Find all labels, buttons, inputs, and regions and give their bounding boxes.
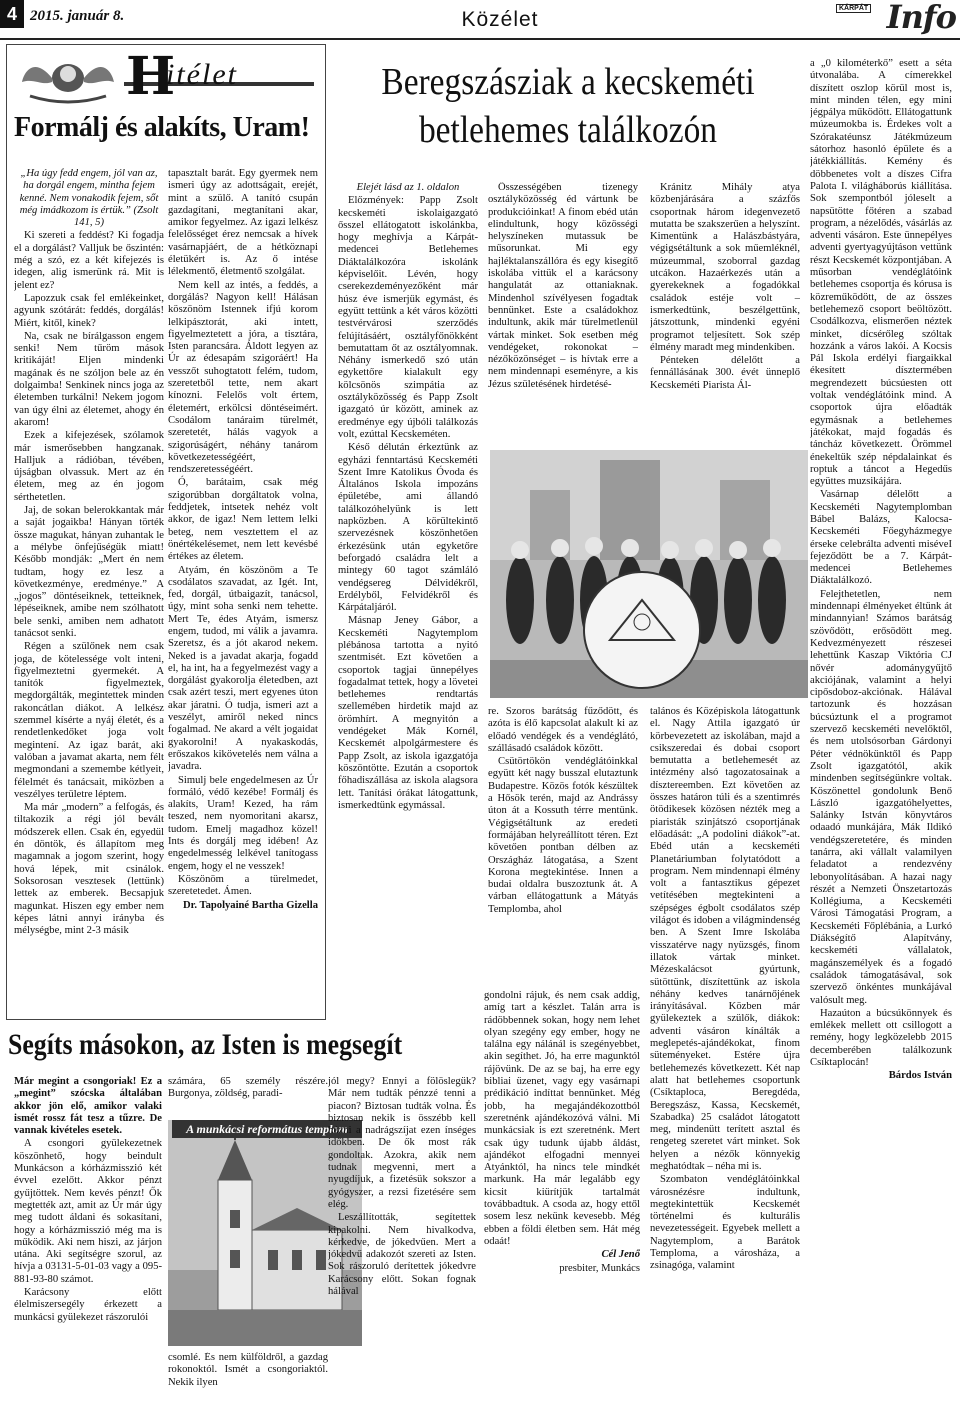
paragraph: Jaj, de sokan belerokkantak már a saját jogaikba! Hányan törték össze magukat, hányan zuhantak le a mélybe önfejűségük miatt! Később mondják: „Mert én nem tudtam, hogy ez lesz a következménye, eredménye.” A „jogos” döntéseiknek, tetteiknek, lépéseiknek, amibe nem szólhatott bele senki, amiben nem adhatott tanácsot senki. bbox=[14, 505, 164, 639]
header-rule bbox=[0, 38, 960, 40]
paragraph: a „0 kilométerkő” esett a séta útvonalába. A címerekkel díszített oszlop körül most is, mint minden télen, egy mini jégpálya működött. Ellátogattunk múzeumokba is. Érdekes volt a Szórakatéunsz Játékmúzeum sátorhoz hasonló épülete és a játékkiállítás. Kemény és döbbenetes volt a díszes Cifra Palota I. világháborús kiállítása. Sok szempontból jóleselt a napsütötte főtéren a szabad program, a nézelődés, vásárlás az adventi vásáron. Este ünnepélyes adventi gyertyagyújtáson vettünk részt Kecskemét központjában. A műsorban vendéglátóink betlehemes csoportja és kórusa is közreműködött, de az összes betlehemező csoport beöltözött. Csodálkozva, elismerően néztek minket, dícsérőleg szóltak hozzánk a város lakói. A Kocsis Pál Iskola erdélyi fiargaikkal ékesített dísztermében megrendezett búcsúesten ott voltak vendéglátóink mind. A csoportok újra előadták egymásnak a betlehemes játékokat, majd fogadás és táncház következett. Örömmel énekeltük szép népdalainkat és roptuk a táncot a Hegedűs együttes muzsikájára. bbox=[810, 58, 952, 488]
paragraph: Vasárnap délelőtt a Kecskeméti Nagytemplomban Bábel Balázs, Kalocsa-Kecskeméti Főegyházmegye érseke celebrálta adventi miséveI fejeződött be a 7. Kárpát-medencei Betlehemes Diáktalálkozó. bbox=[810, 489, 952, 587]
paragraph: gondolni rájuk, és nem csak addig, amíg tart a készlet. Talán arra is rádöbbennek sokan, hogy nem lehet olyan szegény egy ember, hogy ne találna egy nálánál is szegényebbet, akin segíthet. Jó, ha erre magunktól rájövünk. De az se baj, ha erre egy bibliai üzenet, vagy egy vasárnapi prédikáció indíttat bennünket. Még jobb, ha megajándékozottból szeretnénk ajándékozóvá válni. Mi munkácsiak is ezt szeretnénk. Mert csak úgy tudunk újabb áldást, ajándékot elfogadni mennyei Atyánktól, ha nincs tele mindkét markunk. Ha már legalább egy kicsit kiürítjük tartalmát továbbadtuk. A csoda az, hogy ettől sosem lesz nekünk kevesebb. Még ebben a földi életben sem. Hát még odaát! bbox=[484, 990, 640, 1247]
segits-author-role: presbiter, Munkács bbox=[559, 1262, 640, 1274]
paragraph: jól megy? Ennyi a fölöslegük? Már nem tudták pénzzé tenni a piacon? Biztosan tudták volna. És biztosan nekik is összébb kell húzni a nadrágszíjat ezen ínséges időkben. De ők most rák gondoltak. Azokra, akik nem tudnak megvenni, mert a nyugdíjuk, a fizetésük sokszor a gyógyszer, a rezsi fizetésére sem elég. bbox=[328, 1076, 476, 1210]
main-column-b-lower bbox=[488, 706, 638, 982]
paragraph: Karácsony előtt élelmiszersegély érkezett a munkácsi gyülekezet rászorulói bbox=[14, 1287, 162, 1323]
banner-word: itélet bbox=[166, 58, 238, 91]
hitelet-column-1 bbox=[14, 168, 164, 1016]
paragraph: Másnap Jeney Gábor, a Kecskeméti Nagytemplom plébánosa tartotta a nyitó szentmisét. Ezt követően a csoportok tagjai ünnepélyes fogadalmat tettek, hogy a lövetei betlehemes rendtartás szellemében hirdetik majd az örömhírt. A megnyitón a vendégeket Mák Kornél, Kecskemét alpolgármestere és Papp Zsolt, az iskola igazgatója köszöntötte. Ezután a csoportok főhadiszállása az iskola alagsora lett. Tanítási órákat látogattunk, ismerkedtünk egymással. bbox=[338, 615, 478, 811]
main-column-c bbox=[650, 182, 800, 444]
main-column-d bbox=[810, 58, 952, 1412]
paragraph: csomlé. És nem külföldről, a gazdag rokonoktól. Ismét a csongoriaktól. Nekik ilyen bbox=[168, 1352, 328, 1388]
paragraph: Na, csak ne bírálgasson engem senki! Nem tűröm mások kritikáját! Eljen mindenki magának és ne szóljon bele az én dolgaimba! Senkinek nincs joga az életemben turkálni! Nekem jogom van úgy élni az életemet, ahogy én akarom! bbox=[14, 330, 164, 428]
publication-logo bbox=[828, 0, 956, 34]
page-number: 4 bbox=[0, 0, 24, 28]
logo-tag: KÁRPÁT bbox=[836, 4, 871, 13]
main-author: Bárdos István bbox=[888, 1070, 952, 1082]
logo-word: Info bbox=[886, 0, 956, 36]
paragraph: Hazaúton a búcsúkönnyek és emlékek mellett ott csillogott a remény, hogy legközelebb 2015 decemberében találkozunk Csíktaplocán! bbox=[810, 1007, 952, 1069]
paragraph: Előzmények: Papp Zsolt kecskeméti iskolaigazgató ősszel ellátogatott iskolánkba, hogy meghívja a Kárpát-medencei Betlehemes Diáktalálkozóra iskolánk képviselőit. Lévén, hogy cserekezdeményezőként már húsz éve ismerjük egymást, és együtt tettünk a két város közötti testvérvárosi szerződés felújításáért, osztályfőnökként bemutattam őt az osztályomnak. Néhány ismerkedő szó után egykettőre kialakult egy kölcsönös szimpátia az osztályközösség és Papp Zsolt igazgató úr között, aminek az eredménye egy újbóli találkozás volt, ezúttal Kecskeméten. bbox=[338, 195, 478, 440]
main-column-b bbox=[488, 182, 638, 444]
paragraph: Felejthetetlen, nem mindennapi élményeket éltünk át mindannyian! Számos barátság szövődött, erősödött meg. Kedvezményezett részesei lehettünk Kaszap Viktória CJ nővér adománygyűjtő akciójának, valamint a helyi cipősdoboz-akciónak. Hálával tartozunk és hozzásan búcsúztunk el a programot szervező kecskeméti nevelőktől, és nem utolsósorban Gárdonyi Péter védnökünktől és Papp Zsolt igazgatótól, akik mindenben segítségünkre voltak. Köszönettel gondolunk Benő László igazgatóhelyettes, Salánky István könyvtáros odaadó munkájára, Mák Ildikó vendégszeretetére, és minden tanárra, aki vállalt valamilyen feladatot a rendezvény lebonyolításában. A hazai nagy részét a Nemzeti Önszetartozás Kollégiuma, a Kecskeméti Városi Támogatási Program, a Kecskeméti Főplébánia, a Lurkó Diákségítő Alapítvány, kecskeméti vállalatok, magánszemélyek és a fogadó családok támogatásával, sok szervező önkéntes munkájával valósult meg. bbox=[810, 588, 952, 1006]
segits-column-2-top bbox=[168, 1076, 328, 1116]
hitelet-banner bbox=[14, 46, 314, 107]
hitelet-column-2 bbox=[168, 168, 318, 1016]
paragraph: Atyám, én köszönöm a Te csodálatos szavadat, az Igét. Int, fed, dorgál, útbaigazít, tanácsol, úgy, mint soha senki nem tehette. Mert Te, édes Atyám, ismersz engem, tudod, mi válik a javamra. Szeretsz, és a jót akarod nekem. Neked is a javadat akarja, fogadd el, ha int, ha a fegyelmezést vagy a dorgálást gyakorolja életedben, azt csak azért teszi, mert egyenes úton akar járatni. Ó tudja, ismeri azt a veszélyt, amiről neked nincs fogalmad. Ne akard a vélt jogaidat gyakorolni! A nyakaskodás, erőszakos kikövetelés nem válna a javadra. bbox=[168, 564, 318, 773]
paragraph: Ó, barátaim, csak még szigorúbban dorgáltatok volna, feddjetek, intsetek nehéz volt akkor, de igaz! Nem lettem lelki beteg, nem vesztettem el az önértékelésemet, nem lett kevésbé értékes az életem. bbox=[168, 477, 318, 563]
paragraph: Nem kell az intés, a feddés, a dorgálás? Nagyon kell! Hálásan köszönöm Istennek ifjú korom lelkipásztorát, aki intett, figyelmeztetett a jóra, a tisztára, Isten parancsára. Áldott legyen az Úr az édesapám szigoráért! Ha vesszőt suhogtatott felém, tudom, szeretetből tette, nem akart kínozni. Felelős volt értem, életemért, erkölcsi döntéseimért. Csodálom tanáraim türelmét, szeretetét, hálás vagyok a szigorúságért, néhány tanárom következetességéért, rendszeretességéért. bbox=[168, 279, 318, 476]
segits-column-1 bbox=[14, 1076, 162, 1412]
hitelet-author: Dr. Tapolyainé Bartha Gizella bbox=[183, 899, 318, 911]
main-column-c-lower bbox=[650, 706, 800, 1412]
lead-paragraph: Már megint a csongoriak! Ez a „megint” szócska általában akkor jön elő, amikor valaki ismét rossz fát tesz a tűzre. De vannak kivételes esetek. bbox=[14, 1076, 162, 1137]
hitelet-title: Formálj és alakíts, Uram! bbox=[14, 112, 310, 143]
segits-headline: Segíts másokon, az Isten is megsegít bbox=[8, 1028, 403, 1061]
segits-column-3 bbox=[328, 1076, 476, 1412]
paragraph: számára, 65 személy részére. Burgonya, zöldség, paradi- bbox=[168, 1076, 328, 1100]
paragraph: tapasztalt barát. Egy gyermek nem ismeri úgy az adottságait, erejét, mint a szülő. A tanító csupán gazdagítani, megtanítani akar, amikor fegyelmez. Az igazi lelkész felelősséget érez nemcsak a hívek vasárnapjáért, de a hétköznapi életükért is. Az ő intése lélekmentő, életmentő szolgálat. bbox=[168, 168, 318, 278]
paragraph: Csütörtökön vendéglátóinkkal együtt két nagy busszal elutaztunk Budapestre. Közös fotók készültek a Hősök terén, majd az Andrássy úton át a Kossuth térre mentünk. Végigsétáltunk az eredeti formájában helyreállított téren. Ezt követően pontban délben az Országház látogatása, a Szent Korona megtekintése. Innen a budai oldalra buszoztunk át. A várban ellátogattunk a Mátyás Templomba, ahol bbox=[488, 756, 638, 915]
paragraph: talános és Középiskola látogattunk el. Nagy Attila igazgató úr körbevezetett az iskolában, majd a csikszeredai és dobai csoport bemutatta a betlehemesét az intézmény alsó tagozatosainak a dísztereemben. Ezt követően az összes határon túli és a szentimrés ötödikesek közösen nézték meg a piaristák szinjátszó csoportjának előadását: „A podolini diákok”-at. Ebéd után a kecskeméti Planetáriumban folytatódott a program. Nem mindennapi élmény volt a fantasztikus gépezet vetítésében megtekinteni a szépséges égbolt csodálatos szép világot és idoben a világmindenség ben. A Szent Imre Iskolába visszatérve nagy nyüzsgés, finom illatok vártak minket. Mézeskalácsot gyúrtunk, sütöttünk, díszítettünk az iskola néhány kedves tanárnőjének irányításával. Közben már gyülekeztek a szülők, diákok: adventi vásáron kínálták a meglepetés-ajándékokat, finom süteményeket. Estére újra betlehemezés következett. Két nap alatt hat betlehemes csoportunk (Csíktaploca, Beregdéda, Beregszász, Kassa, Kecskemét, Szabadka) 25 családot látogatott meg, mindenütt terített asztal és rengeteg szeretet várt minket. Sok helyen a nézők könnyekig meghatódtak – néha mi is. bbox=[650, 706, 800, 1172]
paragraph: Kránitz Mihály atya közbenjárására a százfős csoportnak három idegenvezető mutatta be szakszerűen a helyszínt. Kimentünk a Halászbástyára, végigsétáltunk a sok műemléknél, múzeummal, szoborral gazdag utcákon. Hazaérkezés után a gyerekeknek a fogadókkal családok estéje volt – ismerkedtünk, beszélgettünk, játszottunk, mindenki egyéni programot teljesített. Sok szép élmény maradt meg mindenkiben. bbox=[650, 182, 800, 353]
cherub-ornament-icon bbox=[20, 52, 116, 104]
segits-author: Cél Jenő bbox=[601, 1249, 640, 1261]
paragraph: Összességében tizenegy osztályközösség éd vártunk be produkcióinkat! A finom ebéd után elindultunk, hogy közösségi helyszíneken mutassuk be műsorunkat. Mi egy hajléktalanszállóra és egy kisegítő iskolába vittük el a karácsony hangulatát az ottaniaknak. Mindenhol szívélyesen fogadtak bennünket. Este a családokhoz indultunk, akik már türelmetlenül vártak minket. Sok esetben még vendégeket, rokonokat – nézőközönséget – is hívtak erre a nem mindennapi eseményre, a kis Jézus születésének hirdetésé- bbox=[488, 182, 638, 390]
group-photo bbox=[490, 450, 808, 698]
church-caption: A munkácsi református templom bbox=[172, 1120, 362, 1138]
paragraph: Szombaton vendéglátóinkkal városnézésre indultunk, megtekintettük Kecskemét történelmi és kulturális nevezetességeit. Egyebek mellett a Nagytemplom, a Barátok Temploma, a városháza, a zsinagóga, valamint bbox=[650, 1174, 800, 1272]
headline-line-1: Beregszásziak a kecskeméti bbox=[381, 61, 755, 103]
section-title: Közélet bbox=[461, 8, 539, 31]
paragraph: Ezek a kifejezések, szólamok már ismerősebben hangzanak. Halljuk a rádióban, tévében, újságban olvassuk. Mert az én életem, meg az én jogom sérthetetlen. bbox=[14, 430, 164, 503]
hitelet-quote: „Ha úgy fedd engem, jól van az, ha dorgál engem, mintha fejem kenné. Nem vonakodik fejem, sőt még imádkozom is értük.” (Zsolt 141, 5) bbox=[19, 168, 159, 229]
paragraph: Késő délután érkeztünk az egyházi fenntartású Kecskeméti Szent Imre Katolikus Óvoda és Általános Iskola impozáns épületébe, ami állandó találkozóhelyünk is lett napközben. A körültekintő szervezésnek köszönhetően érkezésünk után egyketőre beforgadó családra lelt a mintegy 60 tagot számláló vendégsereg Délvidékről, Erdélyből, Felvidékről és Kárpátaljáról. bbox=[338, 442, 478, 614]
main-column-a bbox=[338, 182, 478, 982]
segits-column-4 bbox=[484, 990, 640, 1412]
paragraph: Lapozzuk csak fel emlékeinket, agyunk szótárát: feddés, dorgálás! Miért, kitől, kinek? bbox=[14, 292, 164, 329]
paragraph: Leszállították, segítettek kipakolni. Nem hivalkodva, kérkedve, de jókedvűen. Mert a jókedvű adakozót szereti az Isten. Sok rászoruló derítettek jókedvre Karácsony előtt. Sokan fognak hálával bbox=[328, 1212, 476, 1298]
banner-initial: H bbox=[126, 46, 176, 107]
segits-column-2-bottom bbox=[168, 1352, 328, 1412]
headline-line-2: betlehemes találkozón bbox=[418, 109, 718, 151]
paragraph: Ki szereti a feddést? Ki fogadja el a dorgálást? Valljuk be őszintén: még a szó, ez a két kifejezés is idegen, alig ismerünk rá. Mit is jelent ez? bbox=[14, 230, 164, 291]
continued-note: Elejét lásd az 1. oldalon bbox=[356, 182, 460, 193]
paragraph: A csongori gyülekezetnek köszönhető, hogy beindult Munkácson a kórházmisszió két évvel ezelőtt. Akkor pénzt gyűjtöttek. Nem kevés pénzt! Ők megtették azt, amit az Úr már úgy meg tudott áldani és sokasítani, hogy a kórházmisszió még ma is működik. Aki nem hiszi, az járjon utána. Aki segítségre szorul, az hívja a 03131-5-01-03 vagy a 095-881-93-80 számot. bbox=[14, 1138, 162, 1285]
paragraph: Régen a szülőnek nem csak joga, de kötelessége volt inteni, figyelmeztetni gyermekét. A tanítók figyelmeztek, megdorgálták, megintettek minden rakoncátlan diákot. A lelkész szemmel kísérte a nyáj életét, és a rendetlenkedőket joga volt megintení. Az igaz barát, aki valóban a javamat akarta, nem félt megmondani a szemembe kétlyeit, félelmét és tanácsait, miközben a veszélyes területre léptem. bbox=[14, 641, 164, 800]
main-headline bbox=[366, 58, 771, 154]
paragraph: Köszönöm a türelmedet, szeretetedet. Ámen. bbox=[168, 873, 318, 898]
paragraph: Simulj bele engedelmesen az Úr formáló, védő kezébe! Formálj és alakíts, Uram! Kezed, ha rám teszed, nem nyomoritani akarsz, tudom. Emelj magadhoz közel! Ints és dorgálj meg idében! Az engedelmesség lelkével tanítogass engem, hogy el ne vesszek! bbox=[168, 774, 318, 872]
paragraph: Pénteken délelőtt a fennállásának 300. évét ünneplő Kecskeméti Piarista Ál- bbox=[650, 355, 800, 391]
paragraph: Ma már „modern” a felfogás, és tiltakozik a régi jól bevált módszerek ellen. Csak én, egyedül én döntök, és állapítom meg magamnak a jogom szerint, hogy hová lépek, mit csinálok. Soksorosan vesztesek (lettünk) lettek az emberek. Becsapjuk magunkat. Hiszen egy ember nem képes látni annyi irányba és mélységbe, mint 2-3 másik bbox=[14, 802, 164, 937]
paragraph: re. Szoros barátság fűződött, és azóta is élő kapcsolat alakult ki az előadó vendégek és a vendéglátó, szállásadó családok között. bbox=[488, 706, 638, 754]
issue-date: 2015. január 8. bbox=[30, 8, 125, 24]
